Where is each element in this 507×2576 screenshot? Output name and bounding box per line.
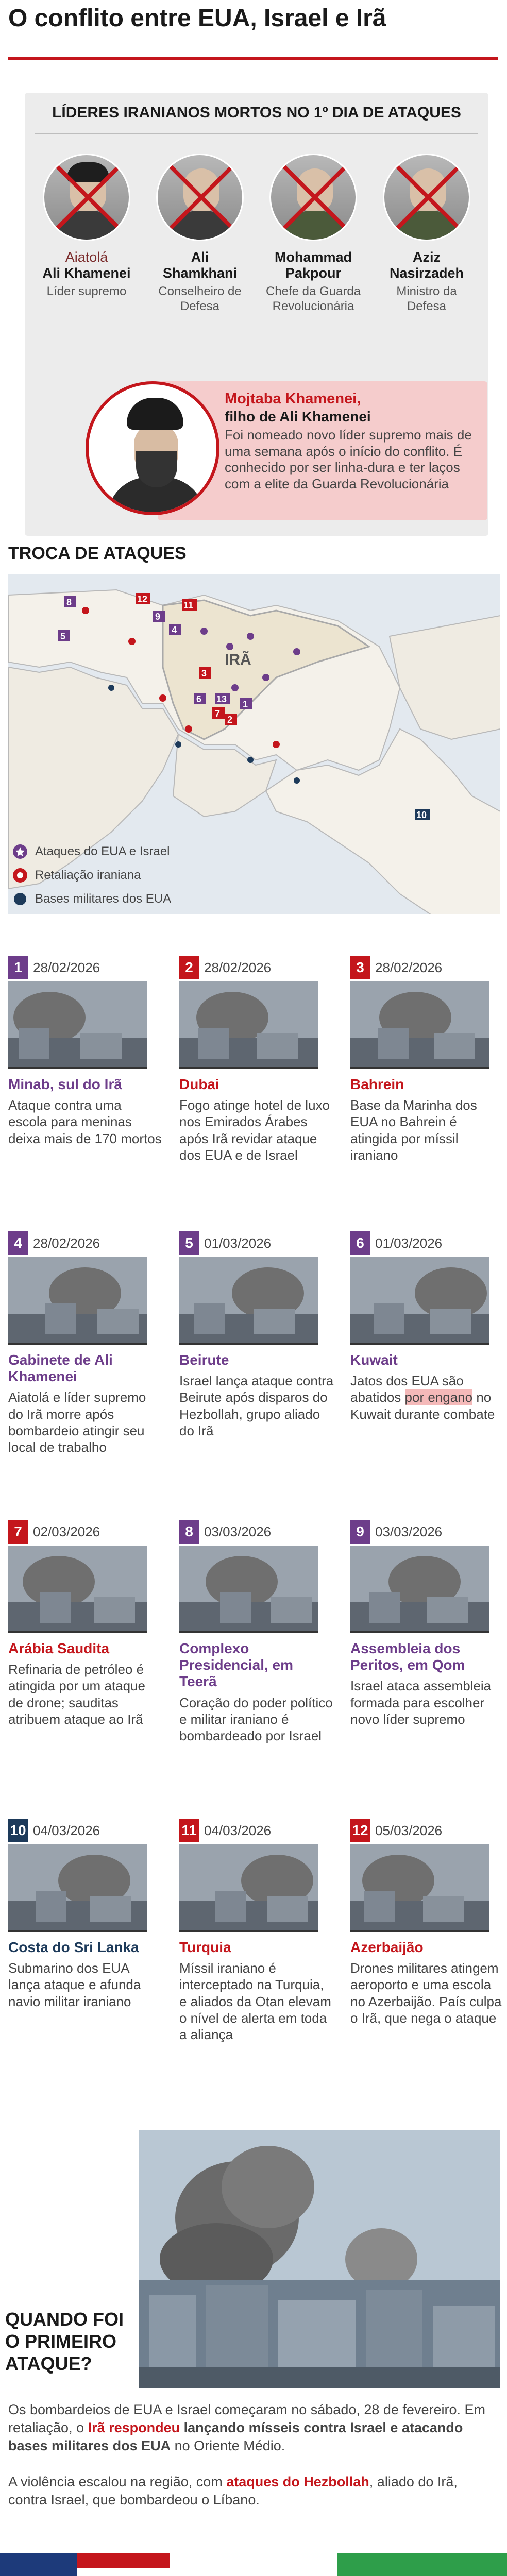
leaders-panel — [25, 93, 488, 536]
successor-relation: filho de Ali Khamenei — [225, 409, 371, 425]
map-number: 9 — [155, 612, 161, 622]
event-description: Coração do poder político e militar iraniano é bombardeado por Israel — [179, 1694, 333, 1744]
event-header — [8, 956, 163, 979]
event-description: Míssil iraniano é interceptado na Turquia, e aliados da Otan elevam o nível de alerta em toda a aliança — [179, 1960, 331, 2043]
leader-name: Aiatolá Ali Khamenei — [42, 249, 131, 281]
event-description: Fogo atinge hotel de luxo nos Emirados Árabes após Irã revidar ataque dos EUA e de Israel — [179, 1097, 330, 1163]
star-icon — [12, 844, 28, 859]
leader-name: Ali Shamkhani — [162, 249, 238, 281]
why-illustration — [0, 2553, 507, 2576]
event-header — [179, 1819, 334, 1842]
event-header — [8, 1819, 163, 1842]
event-date: 05/03/2026 — [375, 1822, 443, 1838]
event-header — [179, 1520, 334, 1544]
event-card — [350, 1520, 505, 1727]
why-section — [0, 2553, 507, 2576]
event-date: 28/02/2026 — [33, 1235, 100, 1251]
event-card — [8, 1231, 163, 1455]
event-photo — [350, 1257, 489, 1345]
leader-card — [375, 154, 478, 314]
burst-icon — [12, 868, 28, 883]
event-description: Jatos dos EUA são abatidos por engano no Kuwait durante combate — [350, 1373, 495, 1422]
leader-portrait — [43, 154, 130, 241]
event-header — [350, 1231, 505, 1255]
event-number: 8 — [179, 1520, 199, 1544]
event-description: Israel lança ataque contra Beirute após disparos do Hezbollah, grupo aliado do Irã — [179, 1373, 334, 1438]
first-attack-paragraph-2: A violência escalou na região, com ataques do Hezbollah, aliado do Irã, contra Israel, que bombardeou o Líbano. — [8, 2474, 458, 2508]
event-date: 04/03/2026 — [204, 1822, 272, 1838]
attacks-heading: TROCA DE ATAQUES — [8, 544, 187, 563]
event-place: Gabinete de Ali Khamenei — [8, 1352, 113, 1385]
event-date: 03/03/2026 — [375, 1523, 443, 1539]
event-photo — [350, 1844, 489, 1932]
successor-name: Mojtaba Khamenei, — [225, 391, 361, 407]
event-card — [350, 1231, 505, 1422]
leader-card — [35, 154, 138, 299]
first-attack-question: QUANDO FOI O PRIMEIRO ATAQUE? — [5, 2309, 124, 2375]
event-number: 7 — [8, 1520, 28, 1544]
leader-card — [148, 154, 251, 314]
map-number: 10 — [416, 810, 427, 820]
map-number: 11 — [183, 600, 194, 611]
leader-portrait — [269, 154, 357, 241]
legend-item: Ataques do EUA e Israel — [12, 840, 229, 863]
event-number: 1 — [8, 956, 28, 979]
first-attack-paragraph-1: Os bombardeios de EUA e Israel começaram no sábado, 28 de fevereiro. Em retaliação, o Irã respondeu lançando mísseis contra Israel e atacando bases militares dos EUA no Oriente Médio. — [8, 2402, 485, 2454]
event-number: 11 — [179, 1819, 199, 1842]
event-card — [179, 956, 334, 1163]
title-rule — [8, 57, 498, 60]
event-number: 9 — [350, 1520, 370, 1544]
event-description: Aiatolá e líder supremo do Irã morre após bombardeio atingir seu local de trabalho — [8, 1389, 146, 1455]
leader-name: Mohammad Pakpour — [274, 249, 352, 281]
event-place: Kuwait — [350, 1352, 398, 1368]
event-place: Assembleia dos Peritos, em Qom — [350, 1640, 465, 1673]
event-photo — [8, 1546, 147, 1633]
event-date: 03/03/2026 — [204, 1523, 272, 1539]
map-number: 8 — [66, 597, 72, 607]
event-card — [350, 956, 505, 1163]
page-title: O conflito entre EUA, Israel e Irã — [8, 5, 386, 32]
event-card — [8, 1520, 163, 1727]
leaders-divider — [35, 133, 478, 134]
event-photo — [350, 981, 489, 1069]
event-number: 5 — [179, 1231, 199, 1255]
event-header — [350, 956, 505, 979]
event-number: 12 — [350, 1819, 370, 1842]
event-place: Turquia — [179, 1939, 231, 1955]
map-number: 6 — [196, 694, 202, 704]
leader-portrait — [156, 154, 244, 241]
event-date: 01/03/2026 — [375, 1235, 443, 1251]
event-place: Arábia Saudita — [8, 1640, 110, 1656]
first-attack-photo — [139, 2130, 500, 2388]
event-date: 02/03/2026 — [33, 1523, 100, 1539]
event-description: Submarino dos EUA lança ataque e afunda navio militar iraniano — [8, 1960, 141, 2009]
event-card — [179, 1819, 334, 2043]
event-number: 6 — [350, 1231, 370, 1255]
map-number: 13 — [216, 694, 227, 704]
leaders-heading: LÍDERES IRANIANOS MORTOS NO 1º DIA DE ATAQUES — [52, 104, 461, 121]
event-photo — [8, 981, 147, 1069]
event-description: Refinaria de petróleo é atingida por um ataque de drone; sauditas atribuem ataque ao Irã — [8, 1662, 145, 1727]
leader-role: Ministro da Defesa — [396, 284, 457, 313]
event-date: 28/02/2026 — [33, 959, 100, 975]
event-photo — [179, 1844, 318, 1932]
event-place: Azerbaijão — [350, 1939, 424, 1955]
event-number: 4 — [8, 1231, 28, 1255]
map-number: 5 — [60, 631, 66, 641]
event-header — [8, 1520, 163, 1544]
event-place: Dubai — [179, 1076, 219, 1092]
leader-role: Conselheiro de Defesa — [158, 284, 242, 313]
event-description: Ataque contra uma escola para meninas deixa mais de 170 mortos — [8, 1097, 162, 1146]
map-country-label: IRÃ — [225, 651, 251, 668]
successor-card — [86, 381, 487, 520]
event-card — [8, 1819, 163, 2010]
event-card — [8, 956, 163, 1147]
event-number: 2 — [179, 956, 199, 979]
event-date: 01/03/2026 — [204, 1235, 272, 1251]
leader-role: Líder supremo — [46, 284, 127, 298]
event-date: 28/02/2026 — [375, 959, 443, 975]
event-description: Base da Marinha dos EUA no Bahrein é atingida por míssil iraniano — [350, 1097, 477, 1163]
event-header — [350, 1520, 505, 1544]
event-header — [8, 1231, 163, 1255]
map-number: 2 — [227, 715, 233, 725]
leader-name: Aziz Nasirzadeh — [389, 249, 464, 281]
event-date: 28/02/2026 — [204, 959, 272, 975]
event-place: Complexo Presidencial, em Teerã — [179, 1640, 294, 1690]
event-header — [179, 1231, 334, 1255]
event-number: 10 — [8, 1819, 28, 1842]
event-photo — [8, 1257, 147, 1345]
successor-text — [225, 391, 482, 493]
event-place: Minab, sul do Irã — [8, 1076, 122, 1092]
legend-item: Bases militares dos EUA — [12, 887, 229, 911]
map-legend — [12, 840, 229, 911]
map-number: 7 — [215, 708, 221, 719]
successor-portrait — [86, 381, 219, 515]
event-description: Drones militares atingem aeroporto e uma escola no Azerbaijão. País culpa o Irã, que nega o ataque — [350, 1960, 502, 2026]
event-card — [350, 1819, 505, 2026]
map-number: 12 — [137, 594, 148, 604]
base-icon — [12, 891, 28, 907]
event-photo — [350, 1546, 489, 1633]
event-header — [350, 1819, 505, 1842]
map-number: 4 — [172, 625, 177, 635]
leader-card — [262, 154, 365, 314]
map-number: 1 — [243, 699, 248, 709]
event-number: 3 — [350, 956, 370, 979]
event-photo — [179, 981, 318, 1069]
successor-description: Foi nomeado novo líder supremo mais de uma semana após o início do conflito. É conhecido por ser linha-dura e ter laços com a elite da Guarda Revolucionária — [225, 427, 472, 492]
event-place: Beirute — [179, 1352, 229, 1368]
event-date: 04/03/2026 — [33, 1822, 100, 1838]
legend-item: Retaliação iraniana — [12, 863, 229, 887]
event-photo — [8, 1844, 147, 1932]
event-place: Costa do Sri Lanka — [8, 1939, 139, 1955]
event-description: Israel ataca assembleia formada para escolher novo líder supremo — [350, 1678, 492, 1727]
event-photo — [179, 1257, 318, 1345]
event-place: Bahrein — [350, 1076, 404, 1092]
leader-role: Chefe da Guarda Revolucionária — [265, 284, 361, 313]
leader-portrait — [383, 154, 470, 241]
event-photo — [179, 1546, 318, 1633]
event-header — [179, 956, 334, 979]
map-number: 3 — [201, 668, 207, 679]
event-card — [179, 1231, 334, 1439]
event-card — [179, 1520, 334, 1744]
